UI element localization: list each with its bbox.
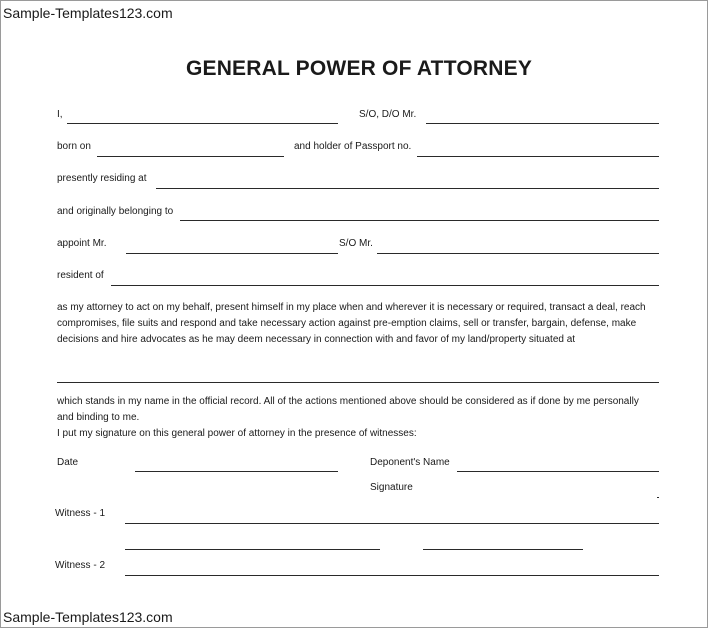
- attorney-father-field[interactable]: [377, 253, 659, 254]
- father-name-field[interactable]: [426, 123, 659, 124]
- authority-line-2: compromises, file suits and respond and take necessary action against pre-emption claims, sell or transfer, bargain, defense, make: [57, 318, 637, 329]
- born-on-label: born on: [57, 141, 91, 152]
- record-line-1: which stands in my name in the official record. All of the actions mentioned above should be considered as if done by me personally: [57, 396, 639, 407]
- authority-paragraph: [57, 300, 646, 348]
- witness-1-name-field[interactable]: [125, 523, 659, 524]
- present-address-field[interactable]: [156, 188, 659, 189]
- i-label: I,: [57, 109, 63, 120]
- authority-line-3: decisions and hire advocates as he may deem necessary in connection with and favor of my land/property situated at: [57, 334, 576, 345]
- deponent-name-field[interactable]: [457, 471, 659, 472]
- resident-label: resident of: [57, 270, 104, 281]
- signature-label: Signature: [370, 482, 413, 493]
- watermark-top: Sample-Templates123.com: [3, 5, 173, 21]
- document-title: GENERAL POWER OF ATTORNEY: [185, 57, 533, 80]
- witness-1-signature-field[interactable]: [423, 549, 583, 550]
- witness-2-name-field[interactable]: [125, 575, 659, 576]
- deponent-label: Deponent's Name: [370, 457, 450, 468]
- witness-1-detail-field[interactable]: [125, 549, 380, 550]
- witness-1-label: Witness - 1: [55, 508, 106, 519]
- record-line-2: and binding to me.: [57, 412, 140, 423]
- appoint-label: appoint Mr.: [57, 238, 107, 249]
- witness-statement: I put my signature on this general power of attorney in the presence of witnesses:: [57, 428, 417, 439]
- signature-field-mark: [657, 497, 659, 498]
- passport-label: and holder of Passport no.: [294, 141, 412, 152]
- so-do-label: S/O, D/O Mr.: [359, 109, 417, 120]
- attorney-name-field[interactable]: [126, 253, 338, 254]
- record-paragraph: [57, 394, 639, 442]
- date-label: Date: [57, 457, 79, 468]
- passport-number-field[interactable]: [417, 156, 659, 157]
- attorney-residence-field[interactable]: [111, 285, 659, 286]
- authority-line-1: as my attorney to act on my behalf, present himself in my place when and wherever it is necessary or required, transact a deal, reach: [57, 302, 646, 313]
- so-mr-label: S/O Mr.: [339, 238, 373, 249]
- name-field[interactable]: [67, 123, 338, 124]
- residing-label: presently residing at: [57, 173, 147, 184]
- property-location-field[interactable]: [57, 382, 659, 383]
- witness-2-label: Witness - 2: [55, 560, 106, 571]
- watermark-bottom: Sample-Templates123.com: [3, 609, 173, 625]
- birth-date-field[interactable]: [97, 156, 284, 157]
- origin-field[interactable]: [180, 220, 659, 221]
- originally-label: and originally belonging to: [57, 206, 174, 217]
- date-field[interactable]: [135, 471, 338, 472]
